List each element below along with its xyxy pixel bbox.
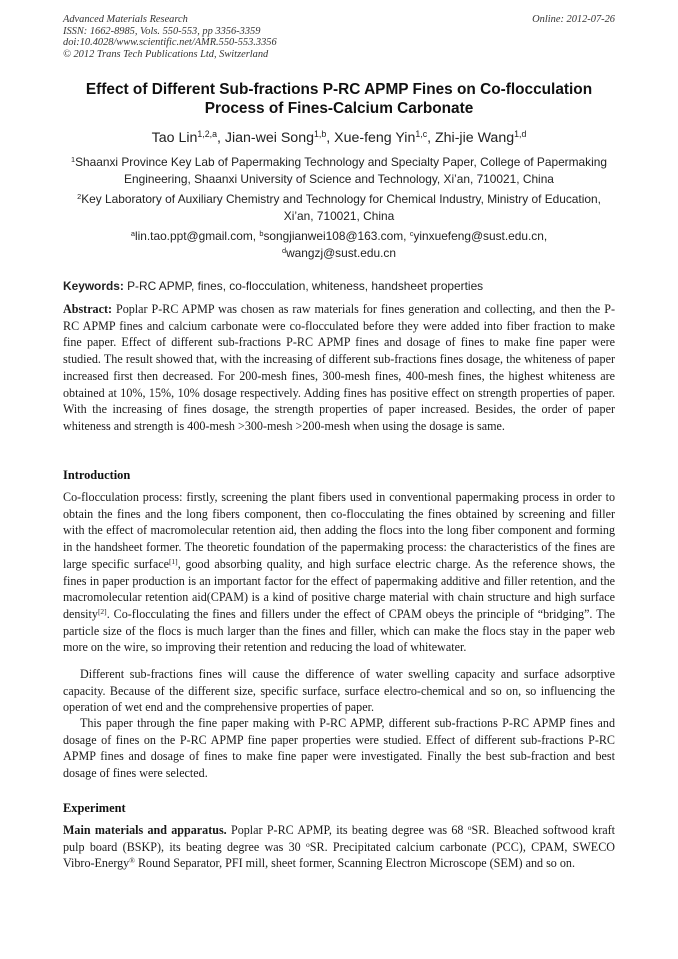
abstract-text: Poplar P-RC APMP was chosen as raw materials for fines generation and collecting, and then the P-RC APMP fines and calcium carbonate were co-flocculated before they were added into fiber fraction to make fine paper. Effect of different sub-fractions P-RC APMP fines and dosage of fines to make fine paper were studied. The result showed that, with the increasing of different sub-fractions fines dosage, the whiteness of paper increased first then decreased. For 200-mesh fines, 300-mesh fines, 400-mesh fines, the highest whiteness are obtained at 10%, 15%, 10% dosage respectively. Adding fines has positive effect on strength properties of paper. With the increasing of fines dosage, the strength properties of paper increased. Besides, the order of paper whiteness and strength is 400-mesh >300-mesh >200-mesh when using the dosage is same. [63, 302, 615, 433]
paragraph-text: Co-flocculation process: firstly, screening the plant fibers used in conventional papermaking process in order to obtain the fines and the long fibers component, then co-flocculating the fines obtained by screening and filler with the effect of macromolecular retention aid, then adding the flocs into the long fiber component and forming in the handsheet former. The theoretic foundation of the papermaking process: the characteristics of the fines are large specific surface [63, 490, 615, 571]
affiliation-number: 1 [71, 154, 76, 164]
introduction-paragraph-3: This paper through the fine paper making with P-RC APMP, different sub-fractions P-RC APMP fines and dosage of fines on the P-RC APMP fine paper properties were studied. Effect of different sub-fractions P-RC APMP fines and dosage of fines to make fine paper were investigated. Finally the best sub-fraction and best dosage of fines were selected. [63, 716, 615, 781]
keywords-text: P-RC APMP, fines, co-flocculation, whiteness, handsheet properties [123, 279, 484, 293]
email-mark: b [259, 228, 264, 238]
affiliation-number: 2 [77, 191, 82, 201]
paragraph-text: . Co-flocculating the fines and fillers under the effect of CPAM obeys the principle of “bridging”. The particle size of the flocs is much larger than the fines and filler, which can make the flocs stay in the paper web more on the wire, so improving their retention and reducing the load of whitewater. [63, 606, 615, 655]
author-affiliation-mark: 1,d [514, 129, 527, 140]
email-address: yinxuefeng@sust.edu.cn, [413, 229, 548, 243]
keywords [63, 278, 615, 294]
introduction-paragraph-2: Different sub-fractions fines will cause the difference of water swelling capacity and surface adsorptive capacity. Because of the different size, specific surface, surface electro-chemical and so on, so influencing the operation of wet end and the comprehensive properties of paper. [63, 667, 615, 715]
registered-mark: ® [129, 856, 135, 866]
paragraph-text: SR. Precipitated calcium carbonate (PCC), CPAM, SWECO Vibro-Energy [63, 839, 615, 871]
degree-mark: o [306, 839, 310, 849]
paper-title: Effect of Different Sub-fractions P-RC APMP Fines on Co-flocculation Process of Fines-Calcium Carbonate [85, 81, 593, 117]
copyright-line: © 2012 Trans Tech Publications Ltd, Switzerland [63, 49, 269, 61]
introduction-paragraph-1 [63, 489, 615, 656]
doi-line: doi:10.4028/www.scientific.net/AMR.550-553.3356 [63, 37, 277, 49]
keywords-label: Keywords: [63, 279, 124, 293]
paragraph-text: Poplar P-RC APMP, its beating degree was 68 [226, 823, 468, 837]
email-address: songjianwei108@163.com, [263, 229, 410, 243]
author-name: Zhi-jie Wang [435, 130, 515, 146]
paragraph-text: Round Separator, PFI mill, sheet former, Scanning Electron Microscope (SEM) and so on. [134, 856, 575, 871]
author-name: Tao Lin [151, 130, 198, 146]
paragraph-text: , good absorbing quality, and high surface electric charge. As the reference shows, the fines in paper production is an important factor for the effect of papermaking additive and filler retention, and the macromolecular retention aid(CPAM) is a kind of positive charge material with chain structure and high surface density [63, 556, 615, 621]
affiliation-text: Key Laboratory of Auxiliary Chemistry and Technology for Chemical Industry, Ministry of Education, Xi’an, 710021, China [81, 192, 601, 223]
introduction-heading: Introduction [63, 468, 131, 482]
journal-name: Advanced Materials Research [63, 14, 188, 25]
author-affiliation-mark: 1,2,a [197, 129, 217, 140]
email-mark: a [130, 228, 135, 238]
abstract [63, 301, 615, 435]
author-name: Xue-feng Yin [334, 130, 416, 146]
email-mark: d [282, 245, 287, 255]
author-separator: , [326, 130, 335, 146]
paragraph-text: SR. Bleached softwood kraft pulp board (BSKP), its beating degree was 30 [63, 823, 615, 854]
issn-line: ISSN: 1662-8985, Vols. 550-553, pp 3356-3359 [63, 25, 261, 37]
email-mark: c [409, 228, 414, 238]
author-affiliation-mark: 1,b [313, 129, 327, 140]
author-separator: , [216, 130, 225, 146]
abstract-label: Abstract: [63, 302, 113, 316]
journal-header [63, 14, 615, 61]
degree-mark: o [467, 822, 472, 832]
email-address: wangzj@sust.edu.cn [286, 246, 396, 260]
email-address: lin.tao.ppt@gmail.com, [134, 229, 260, 243]
affiliation-1 [63, 154, 615, 188]
author-separator: , [427, 130, 435, 146]
online-date: Online: 2012-07-26 [532, 14, 615, 25]
affiliation-2 [63, 191, 615, 225]
materials-label: Main materials and apparatus. [63, 823, 227, 837]
citation-ref-1: [1] [168, 556, 178, 566]
experiment-heading: Experiment [63, 801, 126, 815]
affiliation-text: Shaanxi Province Key Lab of Papermaking Technology and Specialty Paper, College of Papermaking Engineering, Shaanxi University of Science and Technology, Xi’an, 710021, China [75, 155, 607, 186]
author-emails [63, 228, 615, 262]
author-name: Jian-wei Song [224, 130, 314, 146]
experiment-paragraph [63, 822, 615, 872]
citation-ref-2: [2] [97, 606, 107, 616]
author-affiliation-mark: 1,c [415, 129, 428, 140]
author-list [63, 129, 615, 147]
